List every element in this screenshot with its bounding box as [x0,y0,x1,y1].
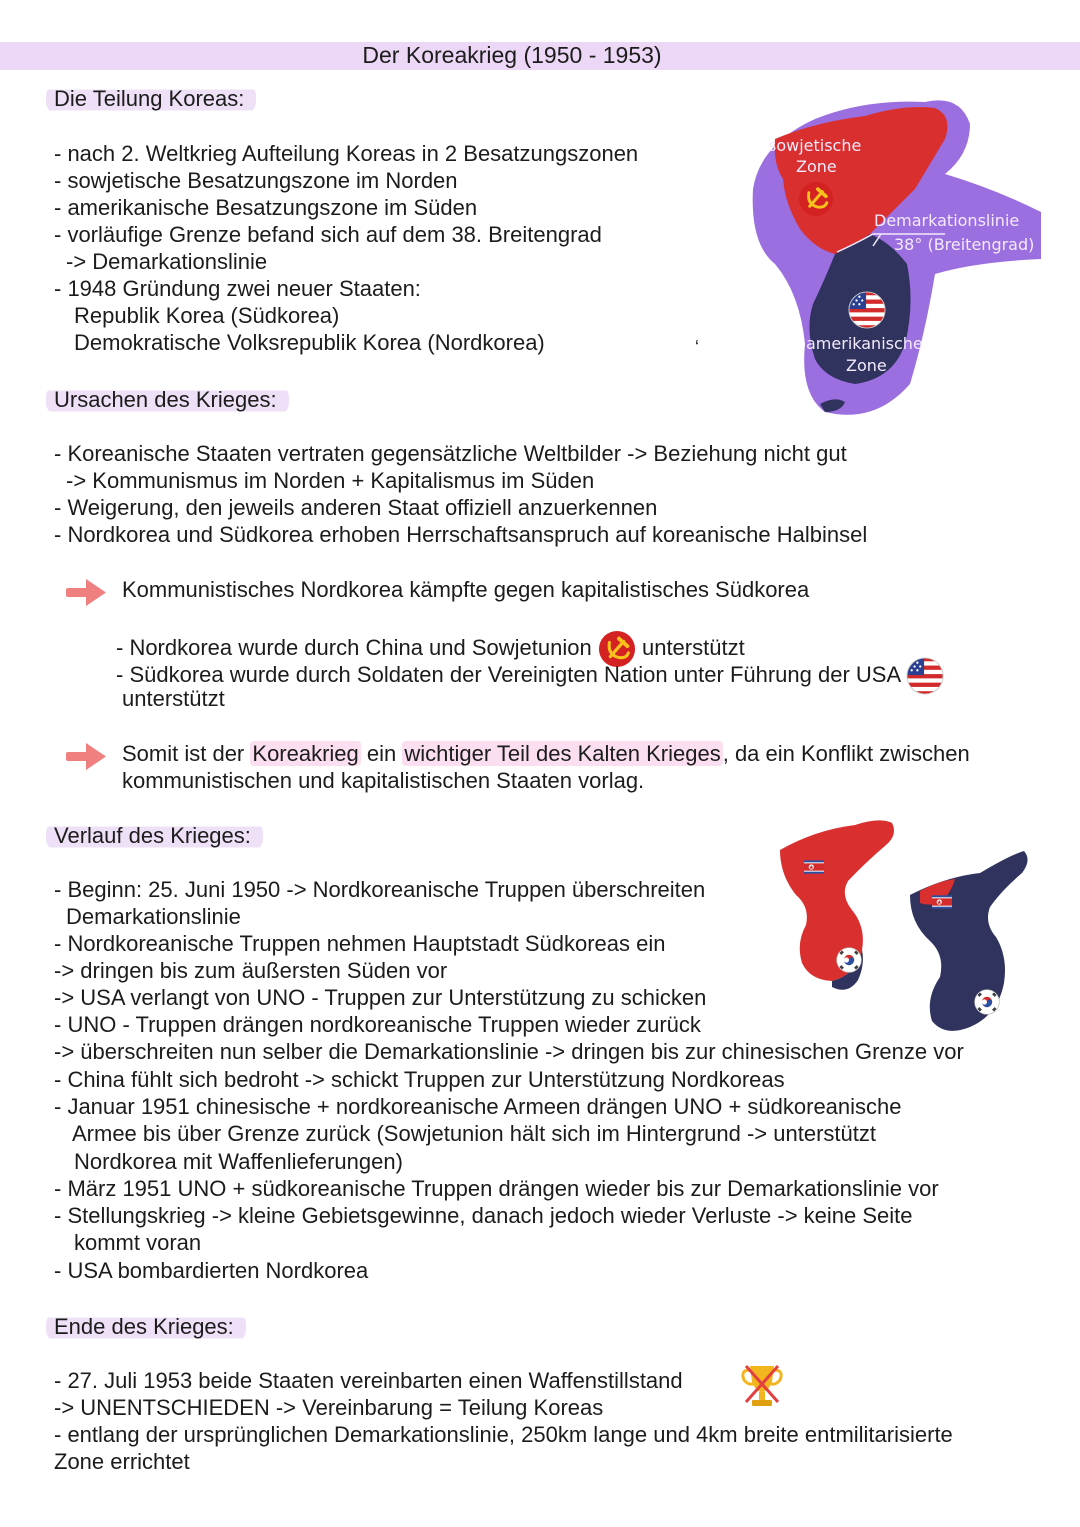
teilung-line-3: - amerikanische Besatzungszone im Süden [54,195,478,220]
map-label-american-2: Zone [846,356,887,375]
support-south [116,657,944,695]
heading-ursachen: Ursachen des Krieges: [46,385,289,415]
map-north-advance [780,820,894,989]
north-korea-flag-icon [932,895,952,908]
teilung-line-1: - nach 2. Weltkrieg Aufteilung Koreas in 2 Besatzungszonen [54,141,639,166]
conclusion-2-part-a: Somit ist der [122,741,245,766]
highlight-kalter-krieg: wichtiger Teil des Kalten Krieges [404,741,721,766]
verlauf-line-11: Nordkorea mit Waffenlieferungen) [74,1149,403,1174]
heading-teilung: Die Teilung Koreas: [46,84,256,114]
support-south-text: - Südkorea wurde durch Soldaten der Vereinigten Nation unter Führung der USA [116,661,900,687]
verlauf-line-3: - Nordkoreanische Truppen nehmen Hauptstadt Südkoreas ein [54,931,666,956]
map-un-advance [910,851,1028,1031]
ende-line-2: -> UNENTSCHIEDEN -> Vereinbarung = Teilung Koreas [54,1395,604,1420]
hammer-sickle-icon [799,182,833,216]
right-arrow-icon [64,741,108,771]
support-south-2: unterstützt [122,686,225,711]
verlauf-line-15: - USA bombardierten Nordkorea [54,1258,369,1283]
map-label-soviet-1: sowjetische [768,136,862,155]
verlauf-line-4: -> dringen bis zum äußersten Süden vor [54,958,448,983]
map-label-soviet-2: Zone [796,157,837,176]
verlauf-line-6: - UNO - Truppen drängen nordkoreanische Truppen wieder zurück [54,1012,701,1037]
support-north-text: - Nordkorea wurde durch China und Sowjetunion [116,634,592,660]
conclusion-2-part-b: ein [366,741,397,766]
teilung-line-2: - sowjetische Besatzungszone im Norden [54,168,458,193]
verlauf-line-5: -> USA verlangt von UNO - Truppen zur Unterstützung zu schicken [54,985,707,1010]
right-arrow-icon [64,577,108,607]
heading-ende: Ende des Krieges: [46,1312,246,1342]
verlauf-line-13: - Stellungskrieg -> kleine Gebietsgewinne, danach jedoch wieder Verluste -> keine Seite [54,1203,913,1228]
us-flag-icon [906,657,944,695]
ende-line-3: - entlang der ursprünglichen Demarkationslinie, 250km lange und 4km breite entmilitarisierte [54,1422,953,1447]
verlauf-line-2: Demarkationslinie [66,904,241,929]
stray-mark: ‘ [695,337,699,357]
north-korea-flag-icon [804,860,824,873]
teilung-line-8: Demokratische Volksrepublik Korea (Nordkorea) [74,330,545,355]
verlauf-line-8: - China fühlt sich bedroht -> schickt Truppen zur Unterstützung Nordkoreas [54,1067,785,1092]
teilung-line-6: - 1948 Gründung zwei neuer Staaten: [54,276,421,301]
highlight-koreakrieg: Koreakrieg [252,741,359,766]
support-north-text-2: unterstützt [641,634,745,660]
teilung-line-4: - vorläufige Grenze befand sich auf dem 38. Breitengrad [54,222,602,247]
ende-line-4: Zone errichtet [54,1449,190,1474]
map-label-demarc-1: Demarkationslinie [874,211,1020,230]
ursachen-line-3: - Weigerung, den jeweils anderen Staat offiziell anzuerkennen [54,495,658,520]
verlauf-line-12: - März 1951 UNO + südkoreanische Truppen drängen wieder bis zur Demarkationslinie vor [54,1176,939,1201]
ende-line-1: - 27. Juli 1953 beide Staaten vereinbarten einen Waffenstillstand [54,1368,683,1393]
heading-verlauf: Verlauf des Krieges: [46,821,263,851]
ursachen-line-4: - Nordkorea und Südkorea erhoben Herrschaftsanspruch auf koreanische Halbinsel [54,522,868,547]
verlauf-line-14: kommt voran [74,1230,202,1255]
conclusion-1: Kommunistisches Nordkorea kämpfte gegen kapitalistisches Südkorea [122,577,810,602]
south-korea-flag-icon [837,948,862,973]
verlauf-line-9: - Januar 1951 chinesische + nordkoreanische Armeen drängen UNO + südkoreanische [54,1094,902,1119]
verlauf-line-1: - Beginn: 25. Juni 1950 -> Nordkoreanische Truppen überschreiten [54,877,706,902]
south-korea-flag-icon [975,990,1000,1015]
map-label-demarc-2: 38° (Breitengrad) [894,235,1035,254]
ursachen-line-2: -> Kommunismus im Norden + Kapitalismus im Süden [66,468,595,493]
conclusion-2-line-2: kommunistischen und kapitalistischen Staaten vorlag. [122,768,645,793]
map-label-american-1: amerikanische [806,334,923,353]
teilung-line-5: -> Demarkationslinie [66,249,268,274]
page-title: Der Koreakrieg (1950 - 1953) [362,42,662,68]
war-progress-maps [770,815,1040,1040]
conclusion-2 [122,740,970,767]
verlauf-line-10: Armee bis über Grenze zurück (Sowjetunion hält sich im Hintergrund -> unterstützt [72,1121,876,1146]
teilung-line-7: Republik Korea (Südkorea) [74,303,340,328]
conclusion-2-part-c: , da ein Konflikt zwischen [722,741,970,766]
broken-trophy-icon [738,1360,786,1412]
ursachen-line-1: - Koreanische Staaten vertraten gegensätzliche Weltbilder -> Beziehung nicht gut [54,441,847,466]
verlauf-line-7: -> überschreiten nun selber die Demarkationslinie -> dringen bis zur chinesischen Grenze vor [54,1039,964,1064]
